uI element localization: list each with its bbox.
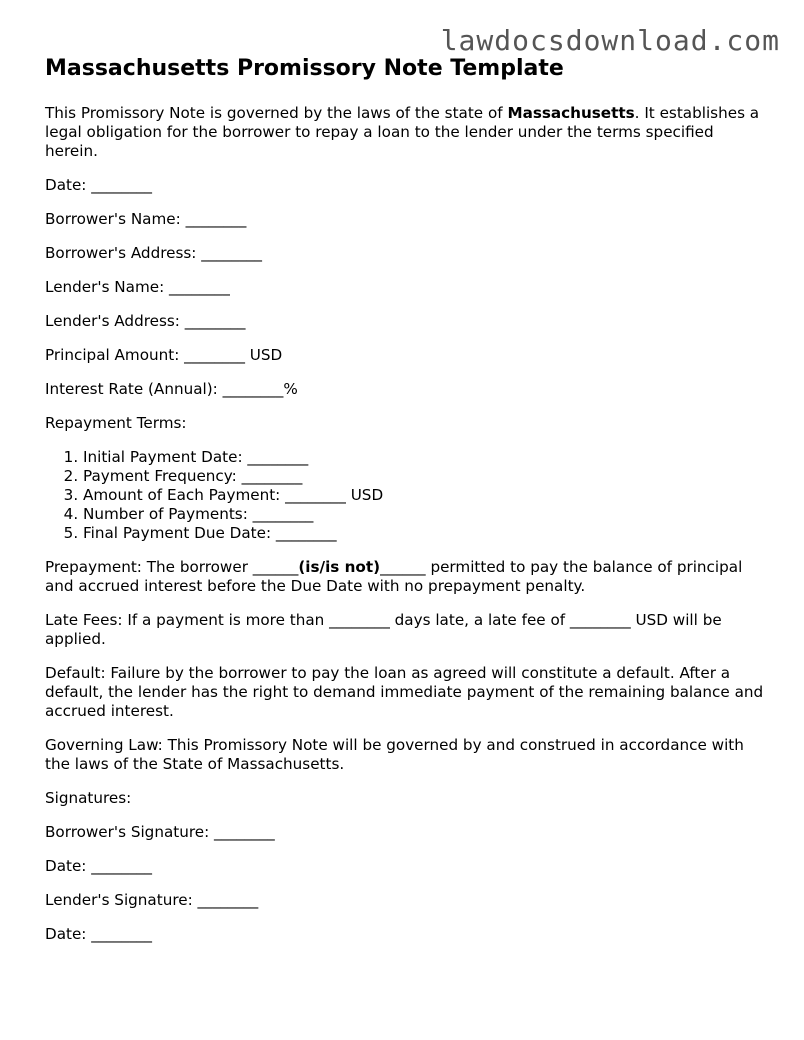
- watermark: lawdocsdownload.com: [440, 24, 780, 57]
- date-field: Date: ________: [45, 176, 152, 194]
- borrower-signature-field: Borrower's Signature: ________: [45, 823, 275, 841]
- intro-paragraph: [45, 104, 765, 161]
- borrower-address-field: Borrower's Address: ________: [45, 244, 262, 262]
- page-title: Massachusetts Promissory Note Template: [45, 56, 564, 81]
- interest-rate-field: Interest Rate (Annual): ________%: [45, 380, 298, 398]
- intro-state-name: Massachusetts: [507, 104, 635, 122]
- late-fees-clause: Late Fees: If a payment is more than ________ days late, a late fee of ________ USD will be applied.: [45, 611, 722, 648]
- repayment-terms-heading: Repayment Terms:: [45, 414, 187, 432]
- borrower-name-field: Borrower's Name: ________: [45, 210, 247, 228]
- intro-text-before: This Promissory Note is governed by the laws of the state of: [45, 104, 508, 122]
- lender-signature-date: Date: ________: [45, 925, 152, 943]
- prepayment-option: (is/is not): [298, 558, 381, 576]
- repayment-terms-list: [45, 448, 765, 543]
- prepayment-text-before: Prepayment: The borrower ______: [45, 558, 299, 576]
- repayment-term-item: 4. Number of Payments: ________: [83, 505, 765, 524]
- repayment-term-item: 3. Amount of Each Payment: ________ USD: [83, 486, 765, 505]
- document-body: [45, 54, 765, 959]
- default-clause: Default: Failure by the borrower to pay the loan as agreed will constitute a default. After a default, the lender has the right to demand immediate payment of the remaining balance and accrued interest.: [45, 664, 764, 720]
- repayment-term-item: 1. Initial Payment Date: ________: [83, 448, 765, 467]
- principal-amount-field: Principal Amount: ________ USD: [45, 346, 283, 364]
- governing-law-clause: Governing Law: This Promissory Note will be governed by and construed in accordance with the laws of the State of Massachusetts.: [45, 736, 744, 773]
- prepayment-clause: [45, 558, 765, 596]
- lender-address-field: Lender's Address: ________: [45, 312, 246, 330]
- repayment-term-item: 5. Final Payment Due Date: ________: [83, 524, 765, 543]
- repayment-term-item: 2. Payment Frequency: ________: [83, 467, 765, 486]
- intro-text-after: . It establishes a legal obligation for the borrower to repay a loan to the lender under the terms specified herein.: [45, 104, 760, 160]
- prepayment-text-after: ______ permitted to pay the balance of principal and accrued interest before the Due Date with no prepayment penalty.: [45, 558, 743, 595]
- signatures-heading: Signatures:: [45, 789, 132, 807]
- lender-name-field: Lender's Name: ________: [45, 278, 230, 296]
- borrower-signature-date: Date: ________: [45, 857, 152, 875]
- lender-signature-field: Lender's Signature: ________: [45, 891, 259, 909]
